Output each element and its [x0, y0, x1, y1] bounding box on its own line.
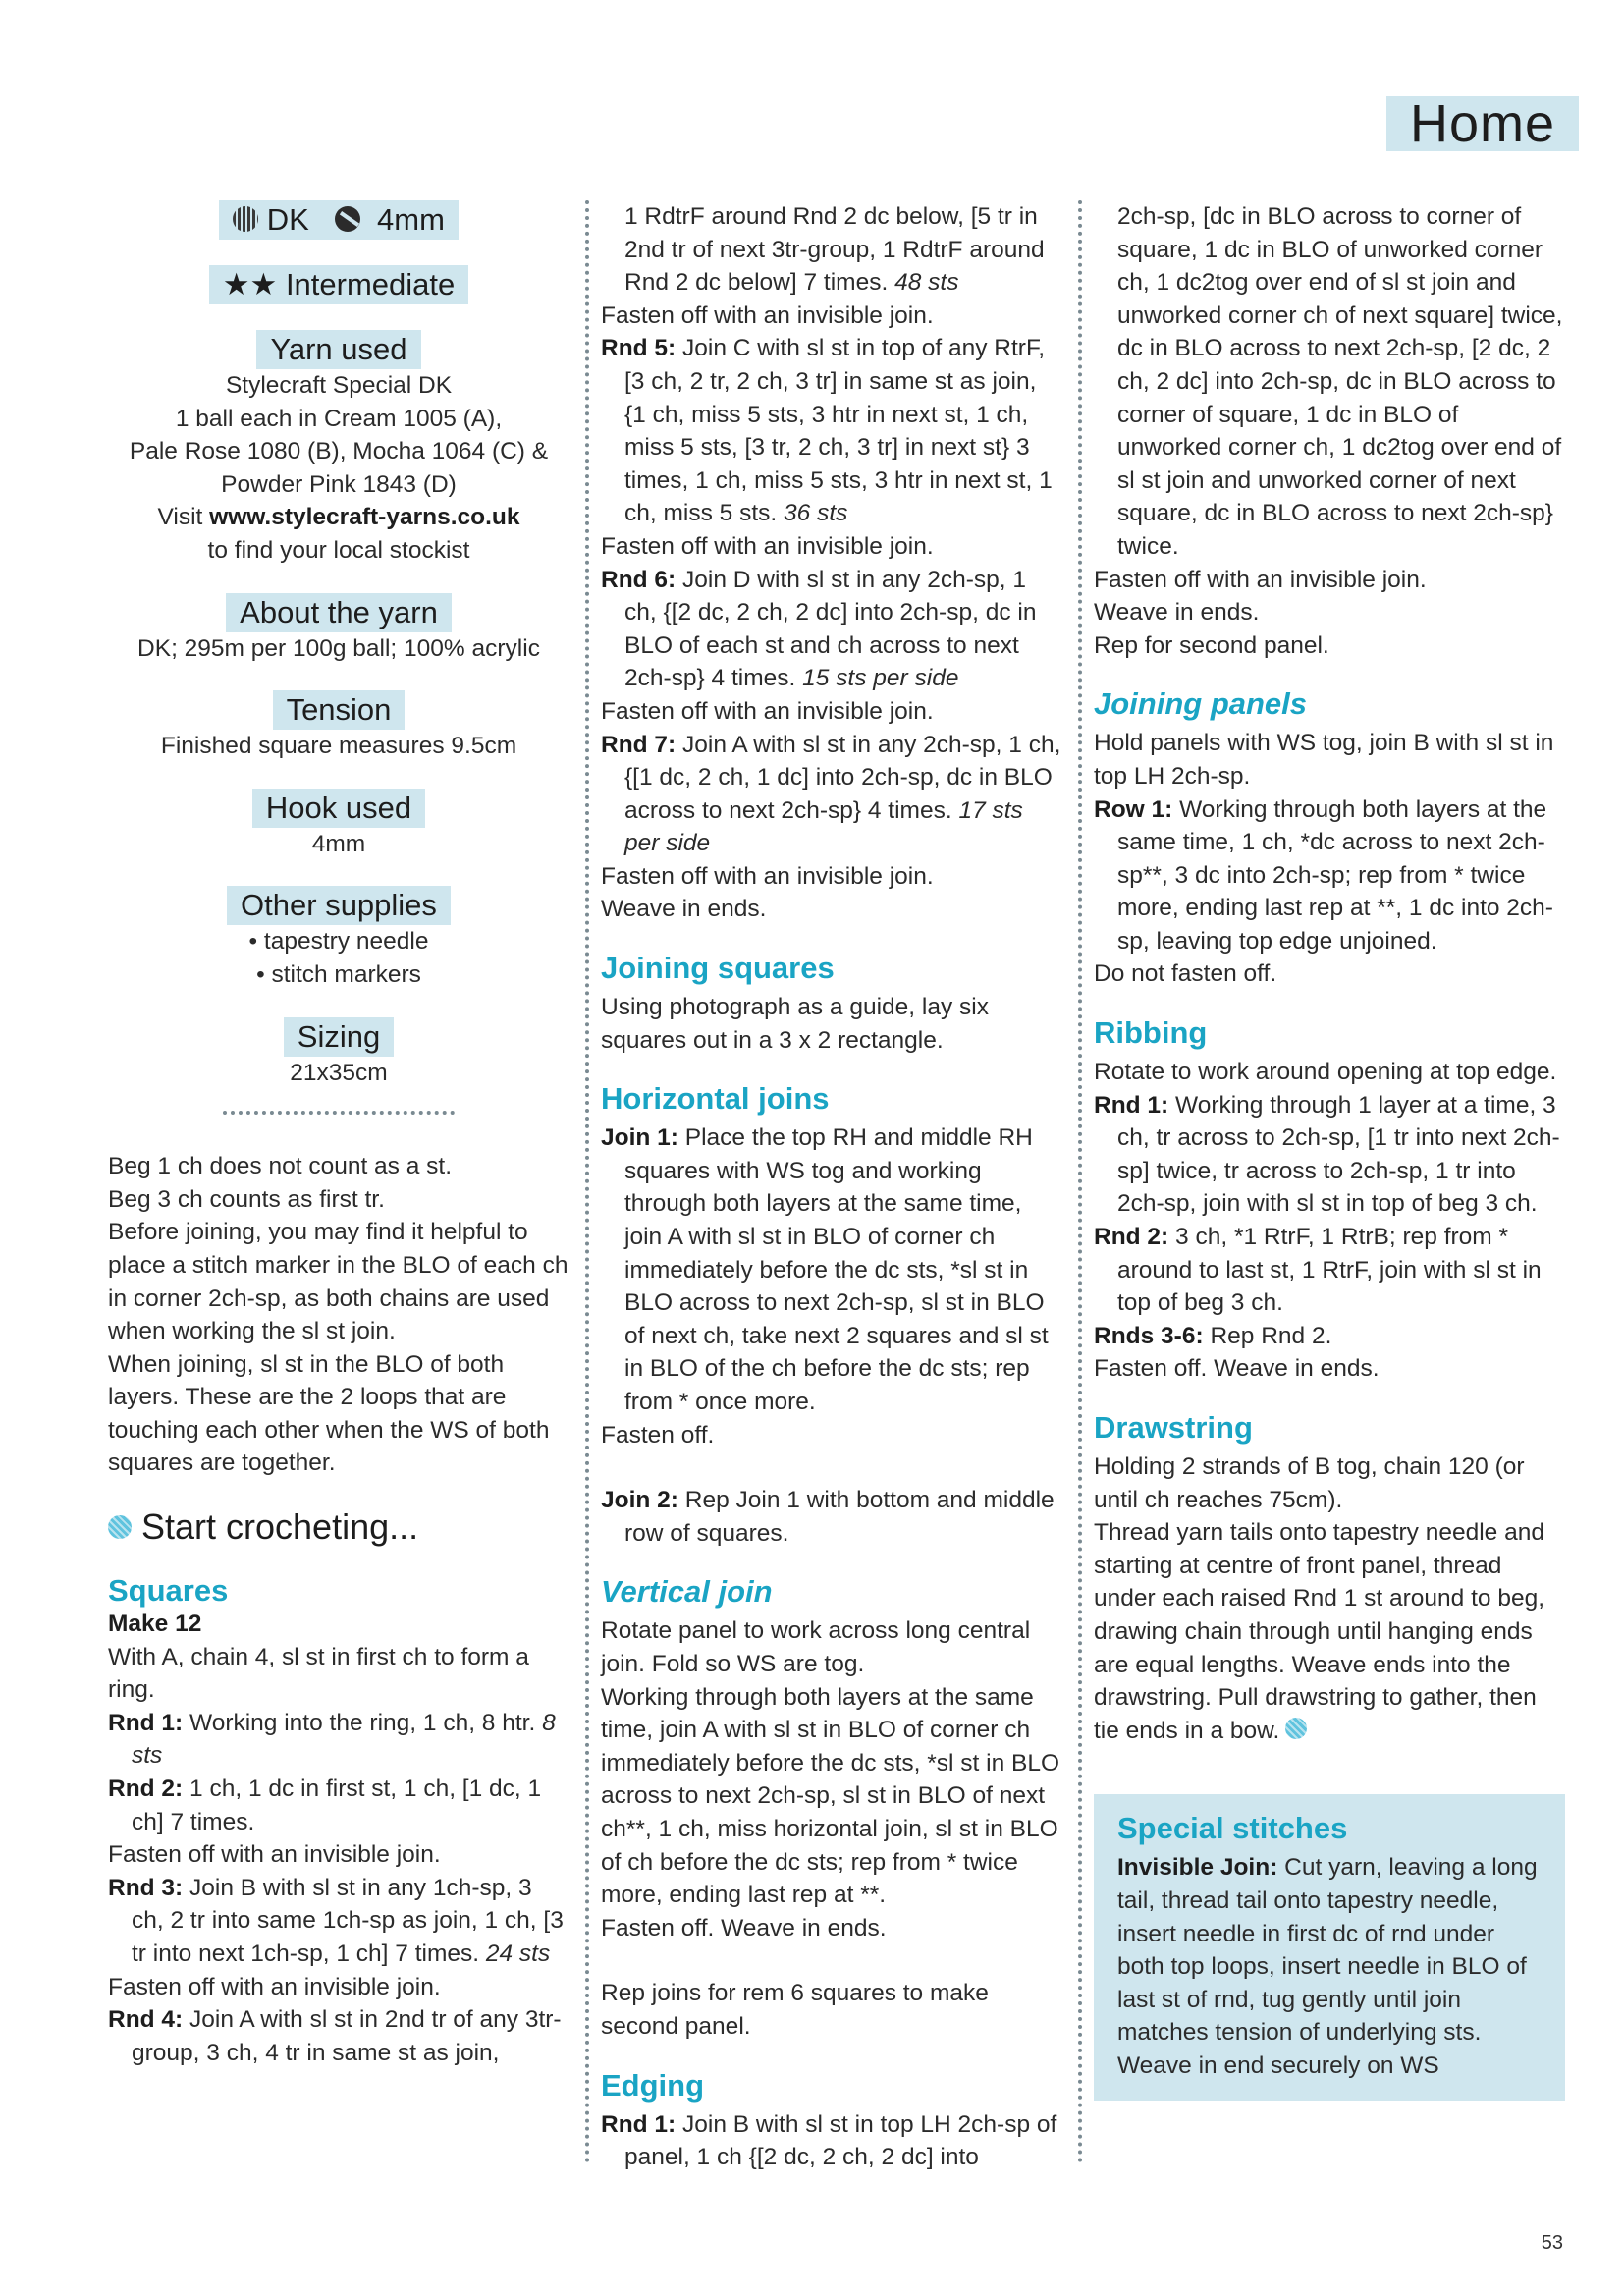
yarn-ball-icon	[108, 1515, 132, 1539]
visit-text: Visit	[157, 504, 210, 531]
edging-round-1: Rnd 1: Join B with sl st in top LH 2ch-sp of panel, 1 ch {[2 dc, 2 ch, 2 dc] into	[601, 2110, 1057, 2171]
section-tab: Home	[1386, 96, 1579, 151]
ribbing-rounds-3-6: Rnds 3-6: Rep Rnd 2.	[1094, 1322, 1332, 1349]
fasten-off: Fasten off.	[601, 1421, 715, 1449]
fasten-off: Fasten off with an invisible join.	[601, 697, 934, 725]
round-4: Rnd 4: Join A with sl st in 2nd tr of any 3tr-group, 3 ch, 4 tr in same st as join,	[108, 2006, 562, 2066]
round-7: Rnd 7: Join A with sl st in any 2ch-sp, 1 ch, {[1 dc, 2 ch, 1 dc] into 2ch-sp, dc in BLO across to next 2ch-sp} 4 times. 17 sts per side	[601, 731, 1061, 857]
weave-in: Weave in ends.	[601, 896, 767, 923]
weave-in: Weave in ends.	[1094, 599, 1260, 627]
joining-squares-heading: Joining squares	[601, 951, 835, 986]
star-icons: ★★	[222, 267, 278, 301]
round-5: Rnd 5: Join C with sl st in top of any RtrF, [3 ch, 2 tr, 2 ch, 3 tr] in same st as join, {1 ch, miss 5 sts, 3 htr in next st, 1 ch, miss 5 sts, [3 tr, 2 ch, 3 tr] in next st} 3 times, 1 ch, miss 5 sts, 3 htr in next st, 1 ch, miss 5 sts. 36 sts	[601, 335, 1053, 527]
ribbing-heading: Ribbing	[1094, 1015, 1208, 1051]
squares-intro: With A, chain 4, sl st in first ch to form a ring.	[108, 1643, 529, 1704]
stockist-text: to find your local stockist	[207, 536, 470, 564]
note: Before joining, you may find it helpful to place a stitch marker in the BLO of each ch in corner 2ch-sp, as both chains are used when working the sl st join.	[108, 1219, 568, 1345]
vertical-text: Working through both layers at the same time, join A with sl st in BLO of corner ch immediately before the dc sts, *sl st in BLO across to next 2ch-sp, sl st in BLO of next ch**, 1 ch, miss horizontal join, sl st in BLO of ch before the dc sts; rep from * twice more, ending last rep at **.	[601, 1683, 1060, 1909]
hook-text: 4mm	[311, 830, 366, 857]
round-2: Rnd 2: 1 ch, 1 dc in first st, 1 ch, [1 dc, 1 ch] 7 times.	[108, 1776, 542, 1835]
about-yarn-heading: About the yarn	[226, 593, 452, 632]
horizontal-joins-heading: Horizontal joins	[601, 1081, 830, 1117]
end-yarn-ball-icon	[1285, 1718, 1307, 1739]
fasten-off: Fasten off. Weave in ends.	[1094, 1355, 1380, 1383]
column-1	[108, 200, 569, 2069]
yarn-weight: DK	[266, 202, 309, 237]
join-2: Join 2: Rep Join 1 with bottom and middle row of squares.	[601, 1487, 1055, 1547]
hook-heading: Hook used	[252, 789, 425, 828]
round-4-continued: 1 RdtrF around Rnd 2 dc below, [5 tr in 2nd tr of next 3tr-group, 1 RdtrF around Rnd 2 dc below] 7 times. 48 sts	[624, 203, 1045, 297]
tension-text: Finished square measures 9.5cm	[160, 733, 517, 760]
vertical-join-heading: Vertical join	[601, 1574, 773, 1610]
fasten-off: Fasten off with an invisible join.	[1094, 566, 1427, 593]
join-1: Join 1: Place the top RH and middle RH squares with WS tog and working through both layers at the same time, join A with sl st in BLO of corner ch immediately before the dc sts, *sl st in BLO across to next 2ch-sp, sl st in BLO of next ch, take next 2 squares and sl st in BLO of the ch before the dc sts; rep from * once more.	[601, 1124, 1049, 1415]
start-crocheting-heading: Start crocheting...	[108, 1505, 569, 1549]
column-divider-left	[585, 200, 589, 2164]
fasten-off: Fasten off with an invisible join.	[601, 862, 934, 890]
vertical-text: Fasten off. Weave in ends.	[601, 1914, 887, 1941]
drawstring-text: Holding 2 strands of B tog, chain 120 (or until ch reaches 75cm).	[1094, 1453, 1525, 1513]
edging-heading: Edging	[601, 2067, 705, 2103]
sizing-section	[108, 1017, 569, 1090]
hook-size: 4mm	[377, 202, 445, 237]
vertical-text: Rotate panel to work across long central join. Fold so WS are tog.	[601, 1617, 1031, 1677]
round-3: Rnd 3: Join B with sl st in any 1ch-sp, 3 ch, 2 tr into same 1ch-sp as join, 1 ch, [3 tr into next 1ch-sp, 1 ch] 7 times. 24 sts	[108, 1874, 564, 1967]
special-stitches-heading: Special stitches	[1117, 1811, 1348, 1846]
joining-squares-text: Using photograph as a guide, lay six squares out in a 3 x 2 rectangle.	[601, 994, 989, 1054]
about-yarn-text: DK; 295m per 100g ball; 100% acrylic	[137, 634, 540, 662]
joining-panels-heading: Joining panels	[1094, 686, 1308, 722]
page-number: 53	[1541, 2232, 1563, 2254]
yarn-line: Pale Rose 1080 (B), Mocha 1064 (C) &	[129, 438, 549, 465]
joining-panels-text: Do not fasten off.	[1094, 960, 1277, 988]
ribbing-text: Rotate to work around opening at top edge.	[1094, 1059, 1557, 1086]
note: When joining, sl st in the BLO of both layers. These are the 2 loops that are touching each other when the WS of both squares are together.	[108, 1350, 550, 1477]
yarn-line: 1 ball each in Cream 1005 (A),	[175, 405, 503, 432]
tension-section	[108, 690, 569, 763]
round-1: Rnd 1: Working into the ring, 1 ch, 8 htr. 8 sts	[108, 1709, 556, 1770]
edging-round-1-continued: 2ch-sp, [dc in BLO across to corner of square, 1 dc in BLO of unworked corner ch, 1 dc2tog over end of sl st join and unworked corner ch of next square] twice, dc in BLO across to next 2ch-sp, [2 dc, 2 ch, 2 dc] into 2ch-sp, dc in BLO across to corner of square, 1 dc in BLO of unworked corner ch, 1 dc2tog over end of sl st join and unworked corner of next square, dc in BLO across to next 2ch-sp} twice.	[1117, 203, 1563, 560]
tension-heading: Tension	[273, 690, 406, 730]
notes	[108, 1150, 569, 1480]
repeat-note: Rep for second panel.	[1094, 631, 1329, 659]
squares-heading: Squares	[108, 1573, 229, 1609]
yarn-used-section	[108, 330, 569, 568]
row-1: Row 1: Working through both layers at the same time, 1 ch, *dc across to next 2ch-sp**, 3 dc into 2ch-sp; rep from * twice more, ending last rep at **, 1 dc into 2ch-sp, leaving top edge unjoined.	[1094, 795, 1553, 955]
sizing-heading: Sizing	[284, 1017, 394, 1057]
stylecraft-link[interactable]: www.stylecraft-yarns.co.uk	[209, 504, 520, 531]
sizing-text: 21x35cm	[290, 1059, 388, 1086]
round-6: Rnd 6: Join D with sl st in any 2ch-sp, 1 ch, {[2 dc, 2 ch, 2 dc] into 2ch-sp, dc in BLO of each st and ch across to next 2ch-sp} 4 times. 15 sts per side	[601, 566, 1037, 692]
column-divider-right	[1078, 200, 1082, 2164]
supply-item: • stitch markers	[256, 960, 421, 988]
fasten-off: Fasten off with an invisible join.	[108, 1841, 441, 1869]
about-yarn-section	[108, 593, 569, 666]
joining-panels-text: Hold panels with WS tog, join B with sl st in top LH 2ch-sp.	[1094, 730, 1554, 790]
supplies-heading: Other supplies	[227, 886, 451, 925]
fasten-off: Fasten off with an invisible join.	[601, 532, 934, 560]
yarn-line: Stylecraft Special DK	[225, 372, 453, 399]
fasten-off: Fasten off with an invisible join.	[601, 301, 934, 329]
fasten-off: Fasten off with an invisible join.	[108, 1973, 441, 2000]
invisible-join-text: Invisible Join: Cut yarn, leaving a long tail, thread tail onto tapestry needle, insert needle in first dc of rnd under both top loops, insert needle in BLO of last st of rnd, tug gently until join matches tension of underlying sts. Weave in end securely on WS	[1117, 1854, 1538, 2079]
special-stitches-box	[1094, 1794, 1565, 2100]
make-count: Make 12	[108, 1611, 202, 1638]
hook-icon	[335, 206, 360, 232]
drawstring-heading: Drawstring	[1094, 1410, 1253, 1445]
yarn-used-heading: Yarn used	[256, 330, 420, 369]
note: Beg 1 ch does not count as a st.	[108, 1153, 453, 1180]
vertical-text: Rep joins for rem 6 squares to make second panel.	[601, 1980, 989, 2040]
supplies-section	[108, 886, 569, 991]
difficulty-label	[108, 265, 569, 304]
drawstring-text: Thread yarn tails onto tapestry needle and starting at centre of front panel, thread under each raised Rnd 1 st around to beg, drawing chain through until hanging ends are equal lengths. Weave ends into the drawstring. Pull drawstring to gather, then tie ends in a bow.	[1094, 1519, 1545, 1744]
ribbing-round-1: Rnd 1: Working through 1 layer at a time, 3 ch, tr across to 2ch-sp, [1 tr into next 2ch-sp] twice, tr across to 2ch-sp, 1 tr into 2ch-sp, join with sl st in top of beg 3 ch.	[1094, 1091, 1560, 1218]
hook-section	[108, 789, 569, 861]
column-3	[1094, 200, 1565, 2101]
spec-weight-hook	[108, 200, 569, 240]
supply-item: • tapestry needle	[248, 928, 429, 956]
dotted-separator	[223, 1111, 455, 1115]
yarn-ball-icon	[233, 206, 258, 232]
column-2	[601, 200, 1062, 2174]
ribbing-round-2: Rnd 2: 3 ch, *1 RtrF, 1 RtrB; rep from * around to last st, 1 RtrF, join with sl st in top of beg 3 ch.	[1094, 1224, 1542, 1317]
difficulty-text: Intermediate	[285, 267, 456, 301]
yarn-line: Powder Pink 1843 (D)	[221, 470, 457, 498]
note: Beg 3 ch counts as first tr.	[108, 1185, 385, 1213]
